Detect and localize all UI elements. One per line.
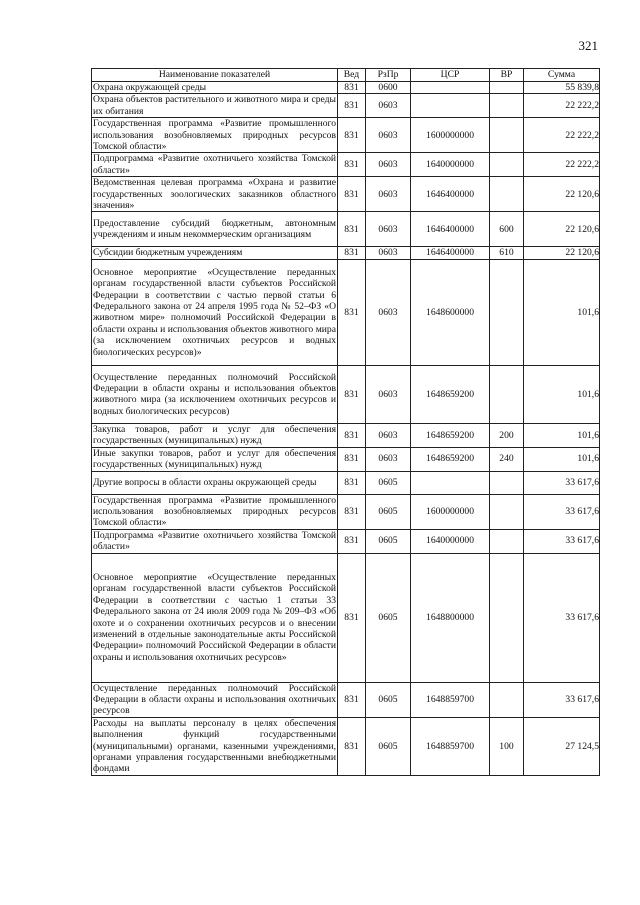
budget-table — [91, 68, 600, 776]
cell-name: Осуществление переданных полномочий Российской Федерации в области охраны и использования охотничьих ресурсов — [93, 682, 336, 717]
cell-vr — [490, 365, 524, 423]
cell-name: Государственная программа «Развитие промышленного использования возобновляемых природных ресурсов Томской области» — [93, 494, 336, 529]
cell-sum: 22 222,2 — [524, 153, 600, 177]
cell-ved: 831 — [338, 365, 366, 423]
table-row — [92, 118, 600, 153]
cell-ved: 831 — [338, 447, 366, 471]
cell-rzpr: 0605 — [366, 553, 411, 682]
cell-vr — [490, 82, 524, 94]
cell-vr — [490, 529, 524, 553]
cell-name: Иные закупки товаров, работ и услуг для обеспечения государственных (муниципальных) нужд — [93, 447, 336, 471]
cell-vr: 600 — [490, 212, 524, 247]
cell-sum: 27 124,5 — [524, 717, 600, 775]
cell-sum: 33 617,6 — [524, 553, 600, 682]
cell-sum: 22 120,6 — [524, 177, 600, 212]
cell-rzpr: 0605 — [366, 717, 411, 775]
cell-ved: 831 — [338, 177, 366, 212]
cell-name: Закупка товаров, работ и услуг для обеспечения государственных (муниципальных) нужд — [93, 423, 336, 447]
cell-rzpr: 0605 — [366, 682, 411, 717]
cell-vr — [490, 177, 524, 212]
cell-rzpr: 0603 — [366, 94, 411, 118]
table-row — [92, 447, 600, 471]
header-csr: ЦСР — [411, 69, 490, 82]
cell-name: Государственная программа «Развитие промышленного использования возобновляемых природных ресурсов Томской области» — [93, 118, 336, 153]
cell-name: Основное мероприятие «Осуществление переданных органам государственной власти субъектов Российской Федерации в соответствии с частью первой статьи 6 Федерального закона от 24 апреля 1995 года № 52–ФЗ «О животном мире» полномочий Российской Федерации в области охраны и использования объектов животного мира (за исключением охотничьих ресурсов и водных биологических ресурсов)» — [92, 259, 338, 365]
cell-csr: 1648859700 — [411, 717, 490, 775]
cell-csr: 1648859700 — [411, 682, 490, 717]
cell-vr — [490, 153, 524, 177]
table-row — [92, 153, 600, 177]
table-row — [92, 494, 600, 529]
cell-rzpr: 0600 — [366, 82, 411, 94]
table-row — [92, 682, 600, 717]
cell-csr: 1600000000 — [411, 494, 490, 529]
cell-csr: 1648659200 — [411, 365, 490, 423]
cell-vr — [490, 259, 524, 365]
cell-ved: 831 — [338, 259, 366, 365]
cell-sum: 22 222,2 — [524, 94, 600, 118]
cell-ved: 831 — [338, 494, 366, 529]
header-vr: ВР — [490, 69, 524, 82]
cell-vr — [490, 94, 524, 118]
cell-name: Охрана объектов растительного и животного мира и среды их обитания — [93, 94, 336, 117]
cell-csr — [411, 82, 490, 94]
cell-sum: 101,6 — [524, 365, 600, 423]
cell-name: Подпрограмма «Развитие охотничьего хозяйства Томской области» — [93, 529, 336, 553]
cell-csr: 1646400000 — [411, 247, 490, 259]
cell-sum: 22 222,2 — [524, 118, 600, 153]
cell-name: Ведомственная целевая программа «Охрана и развитие государственных зоологических заказников областного значения» — [93, 177, 336, 212]
cell-rzpr: 0603 — [366, 153, 411, 177]
cell-sum: 33 617,6 — [524, 471, 600, 494]
cell-rzpr: 0603 — [366, 212, 411, 247]
cell-csr: 1600000000 — [411, 118, 490, 153]
cell-name: Расходы на выплаты персоналу в целях обеспечения выполнения функций государственными (муниципальными) органами, казенными учреждениями, органами управления государственными внебюджетными фондами — [93, 717, 336, 775]
cell-csr: 1646400000 — [411, 212, 490, 247]
table-row — [92, 259, 600, 365]
cell-csr: 1646400000 — [411, 177, 490, 212]
cell-sum: 101,6 — [524, 259, 600, 365]
cell-ved: 831 — [338, 717, 366, 775]
cell-name: Основное мероприятие «Осуществление переданных органам государственной власти субъектов Российской Федерации в соответствии с частью 1 статьи 33 Федерального закона от 24 июля 2009 года № 209–ФЗ «Об охоте и о сохранении охотничьих ресурсов и о внесении изменений в отдельные законодательные акты Российской Федерации» полномочий Российской Федерации в области охраны и использования охотничьих ресурсов» — [92, 553, 338, 682]
table-row — [92, 212, 600, 247]
table-row — [92, 717, 600, 775]
table-row — [92, 553, 600, 682]
cell-vr: 240 — [490, 447, 524, 471]
cell-ved: 831 — [338, 212, 366, 247]
cell-ved: 831 — [338, 94, 366, 118]
cell-rzpr: 0603 — [366, 447, 411, 471]
cell-name: Подпрограмма «Развитие охотничьего хозяйства Томской области» — [93, 153, 336, 176]
cell-sum: 101,6 — [524, 423, 600, 447]
cell-csr: 1640000000 — [411, 529, 490, 553]
cell-sum: 22 120,6 — [524, 247, 600, 259]
cell-vr — [490, 682, 524, 717]
cell-rzpr: 0603 — [366, 177, 411, 212]
cell-ved: 831 — [338, 553, 366, 682]
cell-vr: 200 — [490, 423, 524, 447]
cell-ved: 831 — [338, 423, 366, 447]
cell-rzpr: 0603 — [366, 365, 411, 423]
header-name: Наименование показателей — [92, 69, 338, 82]
cell-csr: 1648600000 — [411, 259, 490, 365]
cell-sum: 55 839,8 — [524, 82, 600, 94]
cell-vr: 100 — [490, 717, 524, 775]
table-row — [92, 423, 600, 447]
cell-sum: 22 120,6 — [524, 212, 600, 247]
header-ved: Вед — [338, 69, 366, 82]
cell-ved: 831 — [338, 471, 366, 494]
cell-name: Охрана окружающей среды — [92, 82, 338, 94]
cell-csr: 1640000000 — [411, 153, 490, 177]
cell-vr — [490, 494, 524, 529]
cell-ved: 831 — [338, 682, 366, 717]
table-row — [92, 365, 600, 423]
table-row — [92, 82, 600, 94]
cell-name: Осуществление переданных полномочий Российской Федерации в области охраны и использования объектов животного мира (за исключением охотничьих ресурсов и водных биологических ресурсов) — [92, 365, 338, 423]
cell-csr: 1648659200 — [411, 447, 490, 471]
cell-ved: 831 — [338, 529, 366, 553]
cell-ved: 831 — [338, 247, 366, 259]
cell-rzpr: 0603 — [366, 259, 411, 365]
cell-sum: 33 617,6 — [524, 529, 600, 553]
cell-sum: 101,6 — [524, 447, 600, 471]
cell-vr — [490, 471, 524, 494]
cell-csr — [411, 471, 490, 494]
cell-ved: 831 — [338, 153, 366, 177]
cell-ved: 831 — [338, 82, 366, 94]
cell-rzpr: 0605 — [366, 529, 411, 553]
cell-ved: 831 — [338, 118, 366, 153]
header-rzpr: РзПр — [366, 69, 411, 82]
cell-vr: 610 — [490, 247, 524, 259]
cell-csr — [411, 94, 490, 118]
cell-sum: 33 617,6 — [524, 682, 600, 717]
page-number: 321 — [578, 38, 598, 53]
cell-rzpr: 0605 — [366, 494, 411, 529]
cell-rzpr: 0603 — [366, 423, 411, 447]
cell-csr: 1648800000 — [411, 553, 490, 682]
cell-vr — [490, 118, 524, 153]
cell-rzpr: 0605 — [366, 471, 411, 494]
table-row — [92, 177, 600, 212]
table-header-row — [92, 69, 600, 82]
cell-name: Предоставление субсидий бюджетным, автономным учреждениям и иным некоммерческим организациям — [92, 212, 338, 247]
cell-csr: 1648659200 — [411, 423, 490, 447]
cell-name: Другие вопросы в области охраны окружающей среды — [92, 471, 338, 494]
cell-rzpr: 0603 — [366, 247, 411, 259]
table-row — [92, 471, 600, 494]
table-row — [92, 529, 600, 553]
cell-rzpr: 0603 — [366, 118, 411, 153]
cell-vr — [490, 553, 524, 682]
table-row — [92, 247, 600, 259]
table-row — [92, 94, 600, 118]
cell-name: Субсидии бюджетным учреждениям — [92, 247, 338, 259]
cell-sum: 33 617,6 — [524, 494, 600, 529]
header-sum: Сумма — [524, 69, 600, 82]
